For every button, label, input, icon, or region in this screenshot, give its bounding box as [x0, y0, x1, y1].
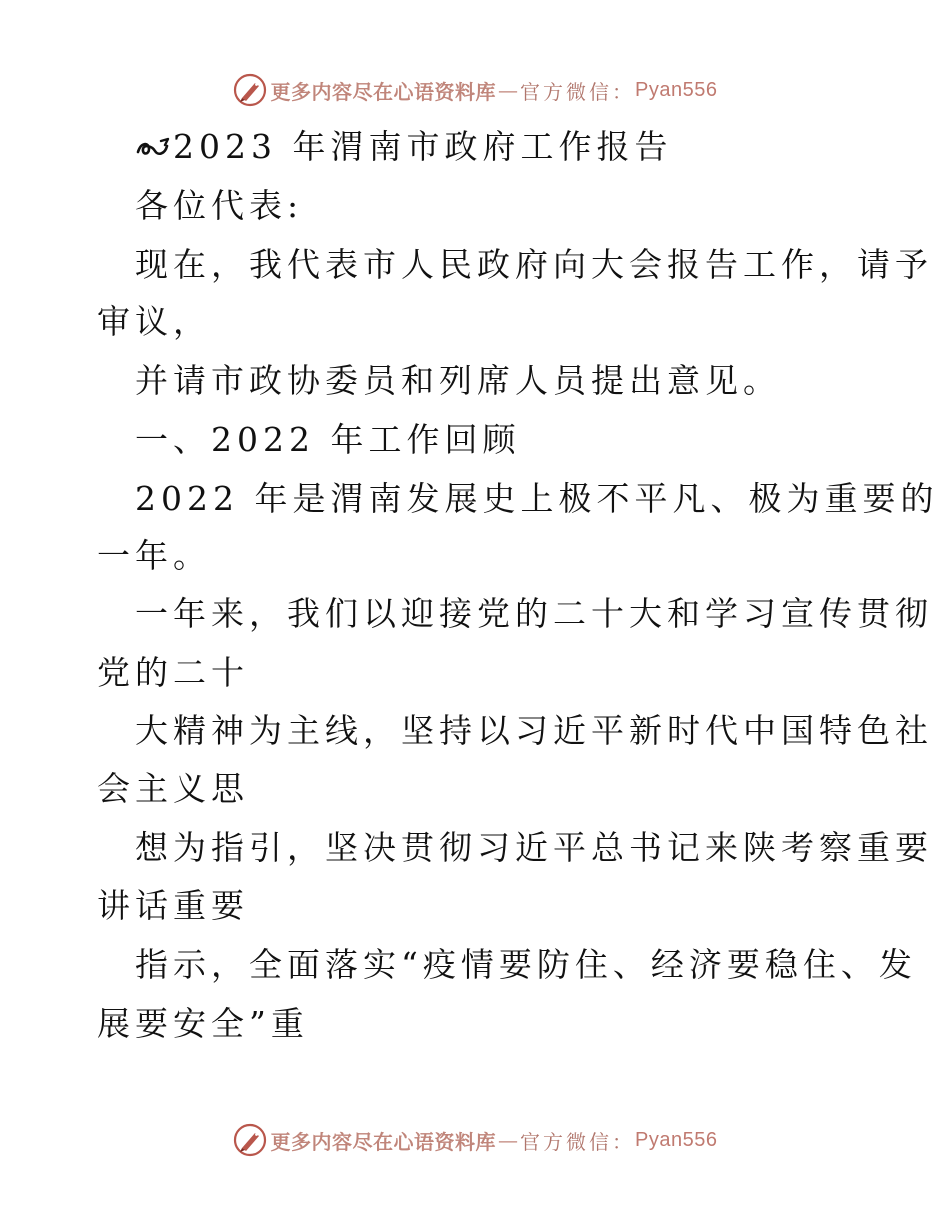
watermark-dash: — [498, 1128, 519, 1152]
paragraph-line: 讲话重要 [97, 886, 249, 925]
paragraph-line: 指示，全面落实“疫情要防住、经济要稳住、发 [135, 945, 917, 984]
pen-logo-icon [233, 73, 267, 107]
pen-logo-icon [233, 1123, 267, 1157]
paragraph-line: 并请市政协委员和列席人员提出意见。 [135, 361, 781, 400]
watermark-official-label: 官方微信： [520, 1129, 636, 1154]
paragraph-line: 2022 年是渭南发展史上极不平凡、极为重要的 [135, 479, 939, 518]
watermark-header [0, 70, 950, 110]
paragraph-line: 想为指引，坚决贯彻习近平总书记来陕考察重要 [135, 828, 933, 867]
paragraph-line: 现在，我代表市人民政府向大会报告工作，请予 [135, 245, 933, 284]
paragraph-line: 会主义思 [97, 769, 249, 808]
watermark-wechat-id: Pyan556 [635, 78, 718, 101]
paragraph-line: 党的二十 [97, 653, 249, 692]
document-title: 2023 年渭南市政府工作报告 [173, 127, 673, 166]
watermark-dash: — [498, 78, 519, 102]
paragraph-line: 大精神为主线，坚持以习近平新时代中国特色社 [135, 711, 933, 750]
paragraph-line: 审议， [97, 302, 211, 341]
section-heading: 一、2022 年工作回顾 [135, 420, 521, 459]
paragraph-line: 展要安全”重 [97, 1004, 309, 1043]
paragraph-line: 一年。 [97, 536, 211, 575]
watermark-footer [0, 1120, 950, 1160]
watermark-site-text: 更多内容尽在心语资料库 [270, 1129, 497, 1154]
watermark-wechat-id: Pyan556 [635, 1128, 718, 1151]
watermark-site-text: 更多内容尽在心语资料库 [270, 79, 497, 104]
watermark-official-label: 官方微信： [520, 79, 636, 104]
flourish-ornament-icon [135, 134, 171, 160]
paragraph-line: 各位代表: [135, 186, 304, 225]
paragraph-line: 一年来，我们以迎接党的二十大和学习宣传贯彻 [135, 594, 933, 633]
document-title-line [135, 127, 672, 167]
